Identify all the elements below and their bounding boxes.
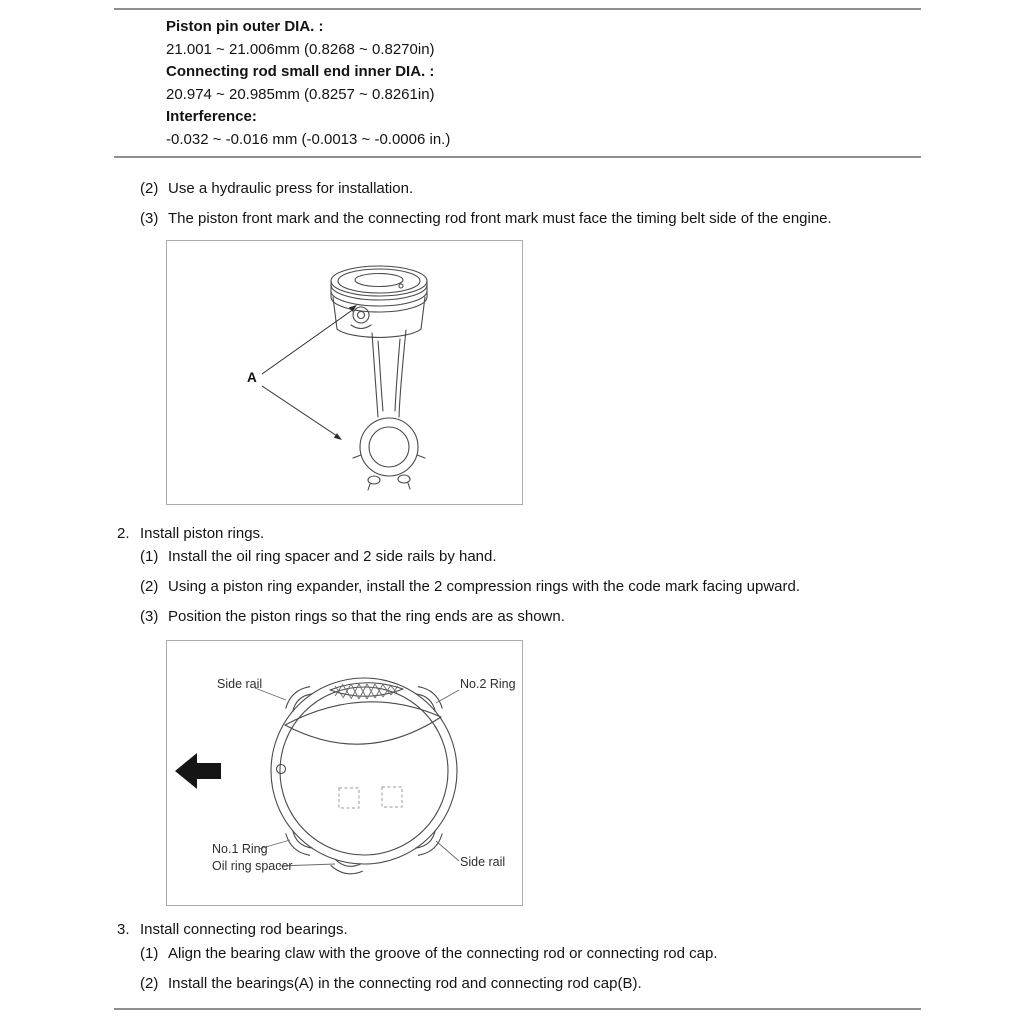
spec-label: Piston pin outer DIA. : <box>166 18 324 35</box>
list-item <box>140 944 932 963</box>
item-number: (2) <box>140 578 159 595</box>
spec-value: 20.974 ~ 20.985mm (0.8257 ~ 0.8261in) <box>166 85 435 103</box>
item-text: The piston front mark and the connecting rod front mark must face the timing belt side of the engine. <box>168 210 832 227</box>
front-mark-box <box>382 787 402 807</box>
bottom-divider <box>114 1008 921 1010</box>
step-title-text: Install piston rings. <box>140 525 265 542</box>
item-number: (2) <box>140 180 159 197</box>
list-item <box>140 577 932 596</box>
item-number: (1) <box>140 548 159 565</box>
item-number: (1) <box>140 945 159 962</box>
label-no2-ring: No.2 Ring <box>460 677 516 691</box>
direction-arrow <box>175 753 221 789</box>
connecting-rod <box>353 330 425 490</box>
list-item <box>140 209 932 228</box>
spec-value: 21.001 ~ 21.006mm (0.8268 ~ 0.8270in) <box>166 40 435 58</box>
figure-piston-conrod <box>166 240 523 505</box>
item-text: Install the bearings(A) in the connecting rod and connecting rod cap(B). <box>168 975 642 992</box>
list-item <box>140 974 932 993</box>
piston-conrod-drawing <box>167 241 522 504</box>
piston-top-view <box>271 678 457 864</box>
item-text: Align the bearing claw with the groove of the connecting rod or connecting rod cap. <box>168 945 718 962</box>
step-title <box>117 920 917 939</box>
item-text: Using a piston ring expander, install the 2 compression rings with the code mark facing upward. <box>168 578 800 595</box>
item-text: Install the oil ring spacer and 2 side rails by hand. <box>168 548 497 565</box>
step-title <box>117 524 917 543</box>
callout-a-arrows <box>262 305 357 440</box>
piston <box>331 266 427 337</box>
item-text: Use a hydraulic press for installation. <box>168 180 414 197</box>
label-side-rail-bottom: Side rail <box>460 855 506 869</box>
figure-ring-end-positions <box>166 640 523 906</box>
piston-ring-position-diagram <box>167 641 522 905</box>
item-number: (3) <box>140 608 159 625</box>
spec-label: Interference: <box>166 108 257 126</box>
step-number: 3. <box>117 921 130 938</box>
list-item <box>140 179 932 198</box>
ring-gap-mark <box>283 683 315 713</box>
item-number: (3) <box>140 210 159 227</box>
spec-label: Connecting rod small end inner DIA. : <box>166 63 435 81</box>
ring-gap-mark <box>283 829 315 859</box>
label-oil-ring-spacer: Oil ring spacer <box>212 859 293 873</box>
ring-gap-mark <box>414 829 446 859</box>
front-mark-box <box>339 788 359 808</box>
item-text: Position the piston rings so that the ring ends are as shown. <box>168 608 565 625</box>
spec-value: -0.032 ~ -0.016 mm (-0.0013 ~ -0.0006 in.) <box>166 130 451 148</box>
top-divider <box>114 8 921 10</box>
section-divider <box>114 156 921 158</box>
figure-labels <box>212 677 516 873</box>
item-number: (2) <box>140 975 159 992</box>
step-title-text: Install connecting rod bearings. <box>140 921 348 938</box>
list-item <box>140 547 932 566</box>
label-no1-ring: No.1 Ring <box>212 842 268 856</box>
leader-lines <box>255 688 459 866</box>
ring-gap-mark <box>330 859 364 876</box>
step-number: 2. <box>117 525 130 542</box>
spec-block <box>166 16 450 152</box>
label-side-rail-top: Side rail <box>217 677 263 691</box>
list-item <box>140 607 932 626</box>
callout-a-label: A <box>247 370 257 385</box>
